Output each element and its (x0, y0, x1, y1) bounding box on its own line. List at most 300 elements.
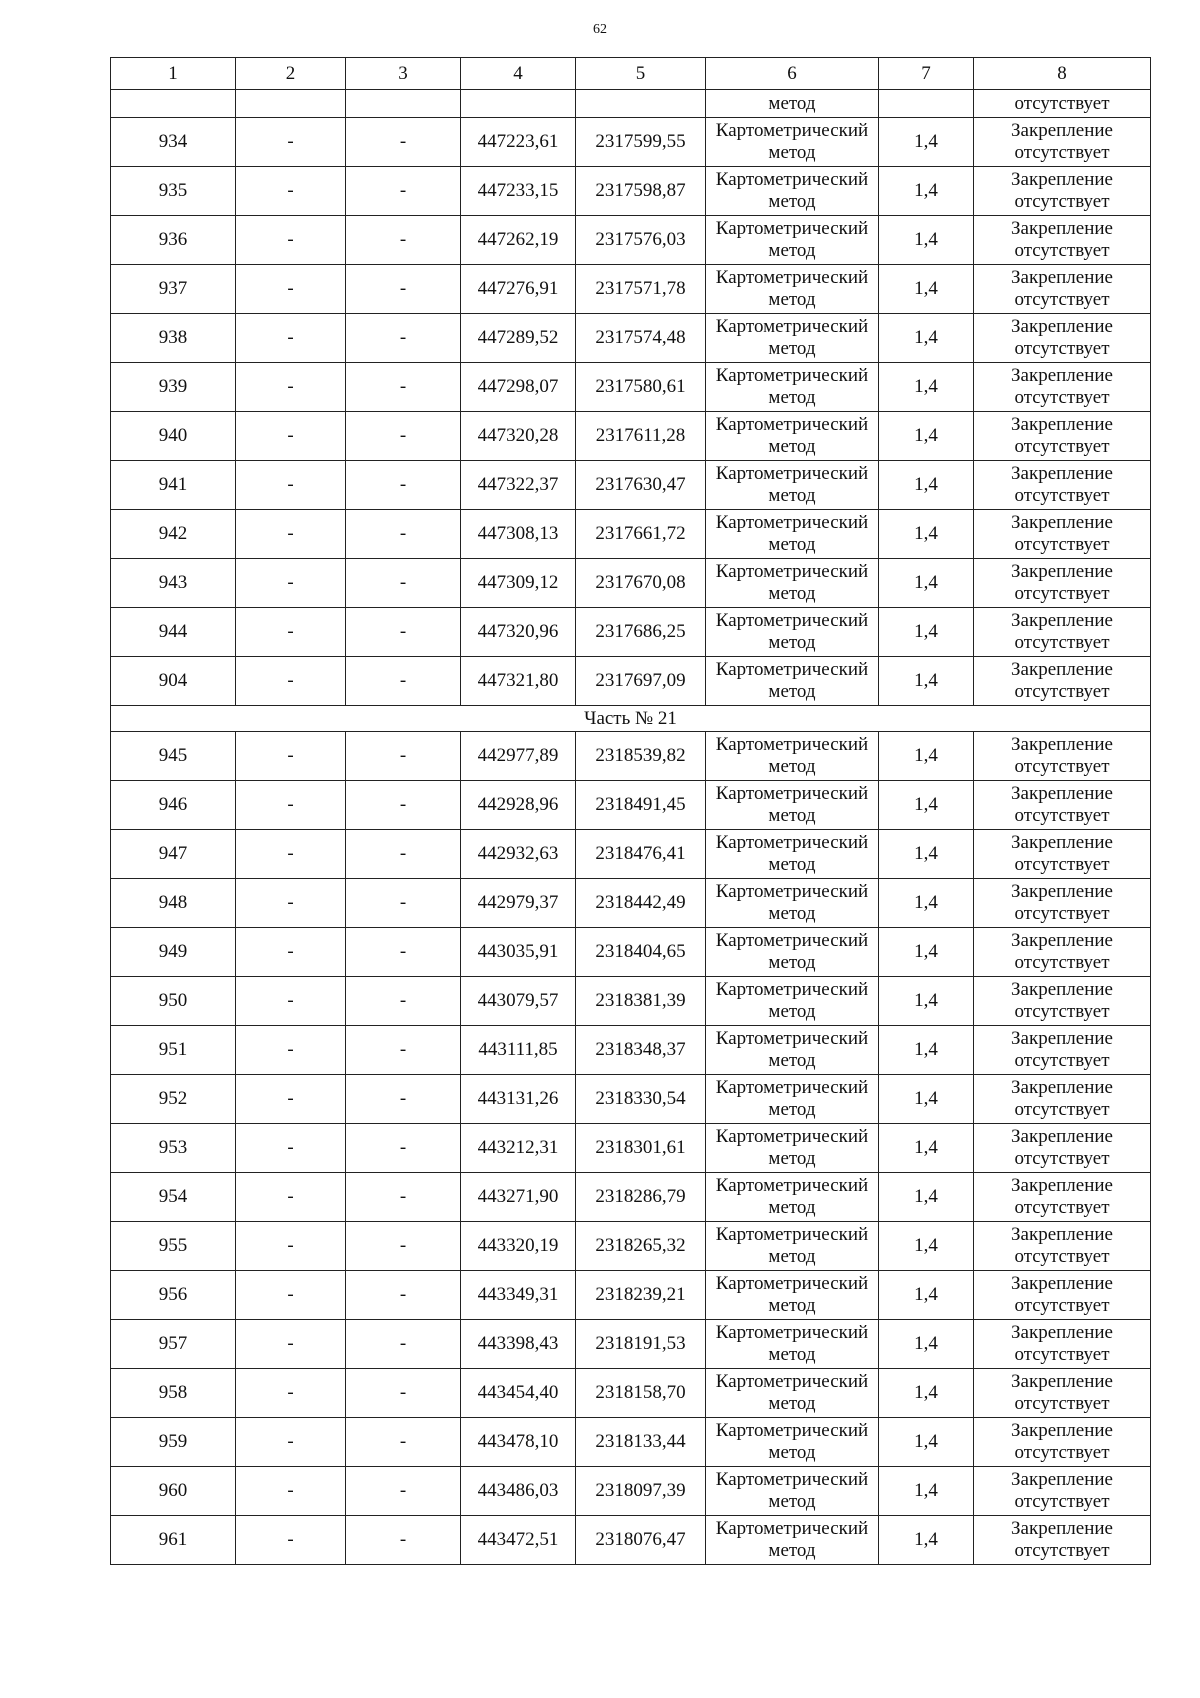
method-cell (706, 1516, 879, 1565)
accuracy-cell: 1,4 (879, 118, 974, 167)
fixing-cell (974, 1271, 1151, 1320)
method-cell-line2: метод (768, 1344, 816, 1365)
method-cell-line1: Картометрический (715, 218, 869, 239)
method-cell-line1: Картометрический (715, 120, 869, 141)
table-row (111, 510, 1151, 559)
col2-cell: - (236, 879, 346, 928)
fixing-cell-line1: Закрепление (1011, 414, 1113, 435)
method-cell (706, 167, 879, 216)
col3-cell: - (346, 265, 461, 314)
method-cell (706, 118, 879, 167)
fixing-cell-line1: Закрепление (1011, 1175, 1113, 1196)
fixing-cell-line2: отсутствует (1014, 534, 1110, 555)
fixing-cell-line1: Закрепление (1011, 734, 1113, 755)
method-cell (706, 732, 879, 781)
fixing-cell (974, 412, 1151, 461)
accuracy-cell: 1,4 (879, 461, 974, 510)
accuracy-cell: 1,4 (879, 879, 974, 928)
fixing-cell-line1: Закрепление (1011, 832, 1113, 853)
method-cell-line1: Картометрический (715, 881, 869, 902)
table-row (111, 1320, 1151, 1369)
column-number-header-row (111, 58, 1151, 90)
x-coordinate-cell: 447289,52 (461, 314, 576, 363)
fixing-cell-line2: отсутствует (1014, 1491, 1110, 1512)
fixing-cell-line2: отсутствует (1014, 952, 1110, 973)
accuracy-cell: 1,4 (879, 977, 974, 1026)
fixing-cell-line1: Закрепление (1011, 1469, 1113, 1490)
method-cell-line2: метод (768, 1148, 816, 1169)
point-number-cell: 942 (111, 510, 236, 559)
x-coordinate-cell: 443486,03 (461, 1467, 576, 1516)
method-cell-line2: метод (768, 681, 816, 702)
table-row (111, 1173, 1151, 1222)
method-cell-line1: Картометрический (715, 610, 869, 631)
method-cell-line2: метод (768, 583, 816, 604)
accuracy-cell: 1,4 (879, 1320, 974, 1369)
accuracy-cell: 1,4 (879, 1173, 974, 1222)
x-coordinate-cell: 443111,85 (461, 1026, 576, 1075)
x-coordinate-cell: 443349,31 (461, 1271, 576, 1320)
x-coordinate-cell: 447321,80 (461, 657, 576, 706)
col3-cell: - (346, 781, 461, 830)
col2-cell: - (236, 657, 346, 706)
fixing-cell-line2: отсутствует (1014, 191, 1110, 212)
col2-cell: - (236, 1075, 346, 1124)
fixing-cell-line1: Закрепление (1011, 169, 1113, 190)
point-number-cell: 934 (111, 118, 236, 167)
part-header-row (111, 706, 1151, 732)
fixing-cell-line1: Закрепление (1011, 561, 1113, 582)
x-coordinate-cell: 447322,37 (461, 461, 576, 510)
fixing-cell (974, 118, 1151, 167)
method-cell-line2: метод (768, 903, 816, 924)
point-number-cell: 952 (111, 1075, 236, 1124)
method-cell-line2: метод (768, 1540, 816, 1561)
fixing-cell (974, 314, 1151, 363)
fixing-cell-line1: Закрепление (1011, 512, 1113, 533)
point-number-cell: 941 (111, 461, 236, 510)
accuracy-cell: 1,4 (879, 928, 974, 977)
col2-cell: - (236, 412, 346, 461)
method-cell (706, 1320, 879, 1369)
point-number-cell: 939 (111, 363, 236, 412)
table-row (111, 657, 1151, 706)
fixing-cell-line2: отсутствует (1014, 1540, 1110, 1561)
col3-cell: - (346, 1026, 461, 1075)
fixing-cell (974, 265, 1151, 314)
col3-cell: - (346, 1173, 461, 1222)
method-cell-line1: Картометрический (715, 832, 869, 853)
fixing-cell-line2: отсутствует (1014, 1295, 1110, 1316)
fixing-cell (974, 977, 1151, 1026)
method-cell-line2: метод (768, 854, 816, 875)
y-coordinate-cell: 2318330,54 (576, 1075, 706, 1124)
col3-cell: - (346, 928, 461, 977)
accuracy-cell: 1,4 (879, 559, 974, 608)
method-cell-line1: Картометрический (715, 561, 869, 582)
col3-cell: - (346, 977, 461, 1026)
col2-cell: - (236, 1124, 346, 1173)
accuracy-cell: 1,4 (879, 216, 974, 265)
table-cell (111, 90, 236, 118)
method-cell (706, 510, 879, 559)
col3-cell: - (346, 1271, 461, 1320)
table-row (111, 1271, 1151, 1320)
accuracy-cell: 1,4 (879, 1222, 974, 1271)
accuracy-cell: 1,4 (879, 363, 974, 412)
y-coordinate-cell: 2317697,09 (576, 657, 706, 706)
fixing-cell (974, 1369, 1151, 1418)
fixing-cell-line2: отсутствует (1014, 142, 1110, 163)
point-number-cell: 940 (111, 412, 236, 461)
table-row (111, 1418, 1151, 1467)
col2-cell: - (236, 608, 346, 657)
col3-cell: - (346, 1418, 461, 1467)
method-cell-line1: Картометрический (715, 1028, 869, 1049)
method-cell-line1: Картометрический (715, 1126, 869, 1147)
y-coordinate-cell: 2317580,61 (576, 363, 706, 412)
col3-cell: - (346, 1516, 461, 1565)
table-row (111, 216, 1151, 265)
accuracy-cell: 1,4 (879, 1271, 974, 1320)
point-number-cell: 904 (111, 657, 236, 706)
y-coordinate-cell: 2318442,49 (576, 879, 706, 928)
x-coordinate-cell: 447320,28 (461, 412, 576, 461)
method-cell-line1: Картометрический (715, 169, 869, 190)
table-row (111, 1369, 1151, 1418)
table-row (111, 314, 1151, 363)
method-cell (706, 216, 879, 265)
col3-cell: - (346, 732, 461, 781)
point-number-cell: 936 (111, 216, 236, 265)
col2-cell: - (236, 1467, 346, 1516)
fixing-cell-line1: Закрепление (1011, 463, 1113, 484)
point-number-cell: 953 (111, 1124, 236, 1173)
table-row (111, 977, 1151, 1026)
point-number-cell: 948 (111, 879, 236, 928)
x-coordinate-cell: 442928,96 (461, 781, 576, 830)
fixing-cell-line1: Закрепление (1011, 1077, 1113, 1098)
column-header: 2 (236, 58, 346, 90)
table-row (111, 461, 1151, 510)
x-coordinate-cell: 447262,19 (461, 216, 576, 265)
fixing-cell-line1: Закрепление (1011, 979, 1113, 1000)
method-cell-line2: метод (768, 1295, 816, 1316)
x-coordinate-cell: 443320,19 (461, 1222, 576, 1271)
col3-cell: - (346, 1222, 461, 1271)
method-cell (706, 1418, 879, 1467)
method-cell-line2: метод (768, 1491, 816, 1512)
accuracy-cell: 1,4 (879, 1516, 974, 1565)
fixing-cell (974, 167, 1151, 216)
method-cell-line2: метод (768, 1099, 816, 1120)
method-cell (706, 363, 879, 412)
y-coordinate-cell: 2318491,45 (576, 781, 706, 830)
table-row (111, 559, 1151, 608)
col3-cell: - (346, 608, 461, 657)
method-cell (706, 1124, 879, 1173)
x-coordinate-cell: 442977,89 (461, 732, 576, 781)
x-coordinate-cell: 447320,96 (461, 608, 576, 657)
y-coordinate-cell: 2317630,47 (576, 461, 706, 510)
col3-cell: - (346, 1124, 461, 1173)
table-cell (576, 90, 706, 118)
col2-cell: - (236, 1320, 346, 1369)
method-cell-line2: метод (768, 1246, 816, 1267)
y-coordinate-cell: 2317571,78 (576, 265, 706, 314)
fixing-cell (974, 1173, 1151, 1222)
method-cell-line2: метод (768, 952, 816, 973)
fixing-cell (974, 1124, 1151, 1173)
col2-cell: - (236, 928, 346, 977)
table-row (111, 879, 1151, 928)
col2-cell: - (236, 1369, 346, 1418)
column-header: 8 (974, 58, 1151, 90)
method-cell-line1: Картометрический (715, 365, 869, 386)
point-number-cell: 957 (111, 1320, 236, 1369)
fixing-cell (974, 1418, 1151, 1467)
method-cell (706, 781, 879, 830)
method-cell (706, 314, 879, 363)
point-number-cell: 961 (111, 1516, 236, 1565)
y-coordinate-cell: 2318404,65 (576, 928, 706, 977)
method-cell (706, 1075, 879, 1124)
column-header: 7 (879, 58, 974, 90)
method-cell-line1: Картометрический (715, 1077, 869, 1098)
method-cell-line1: Картометрический (715, 930, 869, 951)
x-coordinate-cell: 443454,40 (461, 1369, 576, 1418)
point-number-cell: 960 (111, 1467, 236, 1516)
fixing-cell-line2: отсутствует (1014, 240, 1110, 261)
accuracy-cell: 1,4 (879, 608, 974, 657)
col3-cell: - (346, 1369, 461, 1418)
method-cell-line2: метод (768, 436, 816, 457)
table-row (111, 608, 1151, 657)
fixing-cell (974, 781, 1151, 830)
col2-cell: - (236, 977, 346, 1026)
point-number-cell: 946 (111, 781, 236, 830)
method-cell (706, 928, 879, 977)
point-number-cell: 945 (111, 732, 236, 781)
table-cell: метод (706, 90, 879, 118)
fixing-cell-line1: Закрепление (1011, 1126, 1113, 1147)
fixing-cell (974, 608, 1151, 657)
col2-cell: - (236, 830, 346, 879)
col2-cell: - (236, 265, 346, 314)
col2-cell: - (236, 363, 346, 412)
column-header: 4 (461, 58, 576, 90)
y-coordinate-cell: 2317611,28 (576, 412, 706, 461)
fixing-cell-line1: Закрепление (1011, 659, 1113, 680)
point-number-cell: 959 (111, 1418, 236, 1467)
col2-cell: - (236, 314, 346, 363)
fixing-cell-line2: отсутствует (1014, 1001, 1110, 1022)
y-coordinate-cell: 2317598,87 (576, 167, 706, 216)
method-cell (706, 1467, 879, 1516)
fixing-cell-line2: отсутствует (1014, 1246, 1110, 1267)
fixing-cell-line2: отсутствует (1014, 1393, 1110, 1414)
col2-cell: - (236, 216, 346, 265)
fixing-cell-line1: Закрепление (1011, 930, 1113, 951)
col2-cell: - (236, 461, 346, 510)
col3-cell: - (346, 314, 461, 363)
x-coordinate-cell: 443271,90 (461, 1173, 576, 1222)
fixing-cell (974, 363, 1151, 412)
method-cell (706, 1026, 879, 1075)
table-row (111, 363, 1151, 412)
y-coordinate-cell: 2318076,47 (576, 1516, 706, 1565)
fixing-cell-line2: отсутствует (1014, 805, 1110, 826)
fixing-cell-line2: отсутствует (1014, 681, 1110, 702)
fixing-cell-line2: отсутствует (1014, 1344, 1110, 1365)
col3-cell: - (346, 461, 461, 510)
table-cell (346, 90, 461, 118)
table-body (111, 90, 1151, 1565)
fixing-cell-line2: отсутствует (1014, 583, 1110, 604)
fixing-cell-line2: отсутствует (1014, 632, 1110, 653)
accuracy-cell: 1,4 (879, 830, 974, 879)
method-cell (706, 608, 879, 657)
table-row (111, 1075, 1151, 1124)
method-cell-line2: метод (768, 756, 816, 777)
table-row (111, 732, 1151, 781)
point-number-cell: 949 (111, 928, 236, 977)
col2-cell: - (236, 1271, 346, 1320)
col2-cell: - (236, 1222, 346, 1271)
col3-cell: - (346, 510, 461, 559)
table-row (111, 1124, 1151, 1173)
fixing-cell-line2: отсутствует (1014, 289, 1110, 310)
fixing-cell-line2: отсутствует (1014, 756, 1110, 777)
fixing-cell (974, 510, 1151, 559)
method-cell-line1: Картометрический (715, 1469, 869, 1490)
col2-cell: - (236, 1516, 346, 1565)
fixing-cell (974, 830, 1151, 879)
method-cell-line1: Картометрический (715, 1322, 869, 1343)
method-cell-line1: Картометрический (715, 1518, 869, 1539)
col3-cell: - (346, 412, 461, 461)
fixing-cell (974, 461, 1151, 510)
column-header: 3 (346, 58, 461, 90)
fixing-cell-line1: Закрепление (1011, 1518, 1113, 1539)
y-coordinate-cell: 2318539,82 (576, 732, 706, 781)
col3-cell: - (346, 559, 461, 608)
page-number: 62 (593, 22, 607, 37)
method-cell-line1: Картометрический (715, 1420, 869, 1441)
col2-cell: - (236, 167, 346, 216)
method-cell-line1: Картометрический (715, 414, 869, 435)
column-header: 1 (111, 58, 236, 90)
x-coordinate-cell: 443131,26 (461, 1075, 576, 1124)
fixing-cell-line2: отсутствует (1014, 1442, 1110, 1463)
fixing-cell (974, 928, 1151, 977)
y-coordinate-cell: 2318097,39 (576, 1467, 706, 1516)
x-coordinate-cell: 447276,91 (461, 265, 576, 314)
accuracy-cell: 1,4 (879, 1467, 974, 1516)
method-cell-line2: метод (768, 1393, 816, 1414)
fixing-cell (974, 1222, 1151, 1271)
table-row (111, 1467, 1151, 1516)
method-cell-line2: метод (768, 240, 816, 261)
accuracy-cell: 1,4 (879, 412, 974, 461)
accuracy-cell: 1,4 (879, 314, 974, 363)
table-row (111, 1516, 1151, 1565)
fixing-cell (974, 1320, 1151, 1369)
method-cell-line1: Картометрический (715, 1371, 869, 1392)
fixing-cell-line1: Закрепление (1011, 267, 1113, 288)
col3-cell: - (346, 879, 461, 928)
method-cell-line2: метод (768, 1197, 816, 1218)
col2-cell: - (236, 1418, 346, 1467)
accuracy-cell: 1,4 (879, 657, 974, 706)
y-coordinate-cell: 2318286,79 (576, 1173, 706, 1222)
method-cell-line1: Картометрический (715, 267, 869, 288)
y-coordinate-cell: 2317574,48 (576, 314, 706, 363)
method-cell-line1: Картометрический (715, 979, 869, 1000)
fixing-cell-line1: Закрепление (1011, 610, 1113, 631)
fixing-cell-line1: Закрепление (1011, 1420, 1113, 1441)
accuracy-cell: 1,4 (879, 265, 974, 314)
fixing-cell-line1: Закрепление (1011, 316, 1113, 337)
fixing-cell-line1: Закрепление (1011, 1322, 1113, 1343)
table-row (111, 265, 1151, 314)
col3-cell: - (346, 118, 461, 167)
x-coordinate-cell: 442979,37 (461, 879, 576, 928)
method-cell-line2: метод (768, 387, 816, 408)
method-cell-line2: метод (768, 632, 816, 653)
fixing-cell-line1: Закрепление (1011, 365, 1113, 386)
col3-cell: - (346, 1320, 461, 1369)
fixing-cell-line2: отсутствует (1014, 338, 1110, 359)
method-cell-line2: метод (768, 805, 816, 826)
point-number-cell: 951 (111, 1026, 236, 1075)
column-header: 6 (706, 58, 879, 90)
fixing-cell-line1: Закрепление (1011, 783, 1113, 804)
fixing-cell-line2: отсутствует (1014, 1099, 1110, 1120)
fixing-cell-line1: Закрепление (1011, 1273, 1113, 1294)
table-row (111, 167, 1151, 216)
method-cell (706, 461, 879, 510)
y-coordinate-cell: 2317576,03 (576, 216, 706, 265)
y-coordinate-cell: 2317670,08 (576, 559, 706, 608)
table-cell (236, 90, 346, 118)
method-cell (706, 1271, 879, 1320)
x-coordinate-cell: 447308,13 (461, 510, 576, 559)
col3-cell: - (346, 830, 461, 879)
x-coordinate-cell: 443212,31 (461, 1124, 576, 1173)
point-number-cell: 938 (111, 314, 236, 363)
continuation-row (111, 90, 1151, 118)
table-row (111, 118, 1151, 167)
col3-cell: - (346, 657, 461, 706)
table-row (111, 1222, 1151, 1271)
fixing-cell-line2: отсутствует (1014, 903, 1110, 924)
method-cell-line2: метод (768, 191, 816, 212)
fixing-cell (974, 732, 1151, 781)
y-coordinate-cell: 2318158,70 (576, 1369, 706, 1418)
fixing-cell (974, 657, 1151, 706)
point-number-cell: 955 (111, 1222, 236, 1271)
fixing-cell (974, 559, 1151, 608)
col3-cell: - (346, 216, 461, 265)
table-row (111, 781, 1151, 830)
method-cell-line1: Картометрический (715, 659, 869, 680)
method-cell-line1: Картометрический (715, 1273, 869, 1294)
col2-cell: - (236, 559, 346, 608)
table-cell: отсутствует (974, 90, 1151, 118)
method-cell-line2: метод (768, 1442, 816, 1463)
point-number-cell: 935 (111, 167, 236, 216)
